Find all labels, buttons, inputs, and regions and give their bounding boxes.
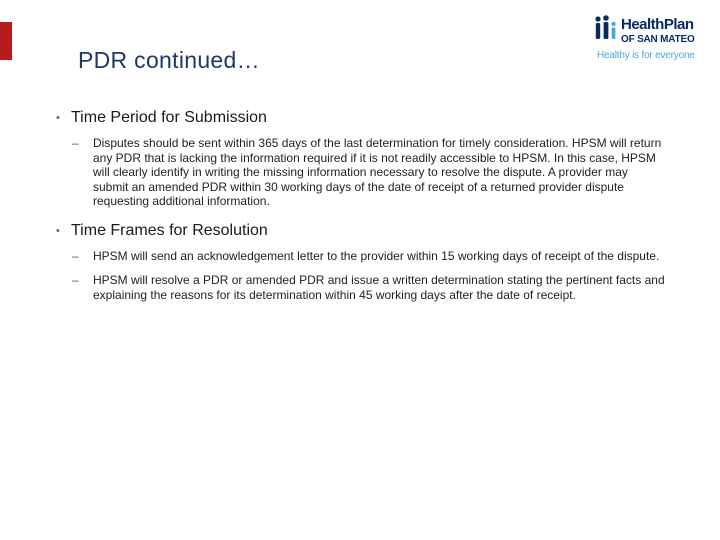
section-heading-text: Time Period for Submission (71, 109, 267, 126)
slide-body (56, 108, 666, 314)
list-item-text: HPSM will resolve a PDR or amended PDR and issue a written determination stating the pertinent facts and explaining the reasons for its determination within 45 working days after the date of receipt. (93, 273, 665, 302)
logo-brand-subname: OF SAN MATEO (621, 34, 695, 45)
section-time-frames (56, 221, 666, 303)
health-plan-logo (594, 14, 712, 64)
list-item (72, 249, 666, 264)
dash-icon: – (72, 136, 79, 150)
list-item (72, 136, 666, 209)
bullet-icon: • (56, 224, 60, 237)
section-heading-text: Time Frames for Resolution (71, 221, 268, 239)
slide-title: PDR continued… (78, 47, 260, 73)
logo-tagline: Healthy is for everyone (597, 50, 695, 61)
section-heading (56, 221, 666, 241)
family-figures-icon (594, 14, 622, 46)
bullet-icon: • (56, 112, 60, 124)
section-time-period (56, 108, 666, 209)
dash-icon: – (72, 273, 79, 287)
dash-icon: – (72, 248, 79, 263)
list-item (72, 273, 666, 302)
list-item-text: Disputes should be sent within 365 days of the last determination for timely consideration. HPSM will return any PDR that is lacking the information required if it is not readily accessible to HPSM. In this case, HPSM will clearly identify in writing the missing information necessary to resolve the dispute. A provider may submit an amended PDR within 30 working days of the date of receipt of a returned provider dispute requesting additional information. (93, 136, 662, 208)
list-item-text: HPSM will send an acknowledgement letter to the provider within 15 working days of receipt of the dispute. (93, 248, 660, 263)
logo-brand-name: HealthPlan (621, 16, 694, 33)
section-heading (56, 108, 666, 128)
slide-accent-bar (0, 22, 12, 60)
